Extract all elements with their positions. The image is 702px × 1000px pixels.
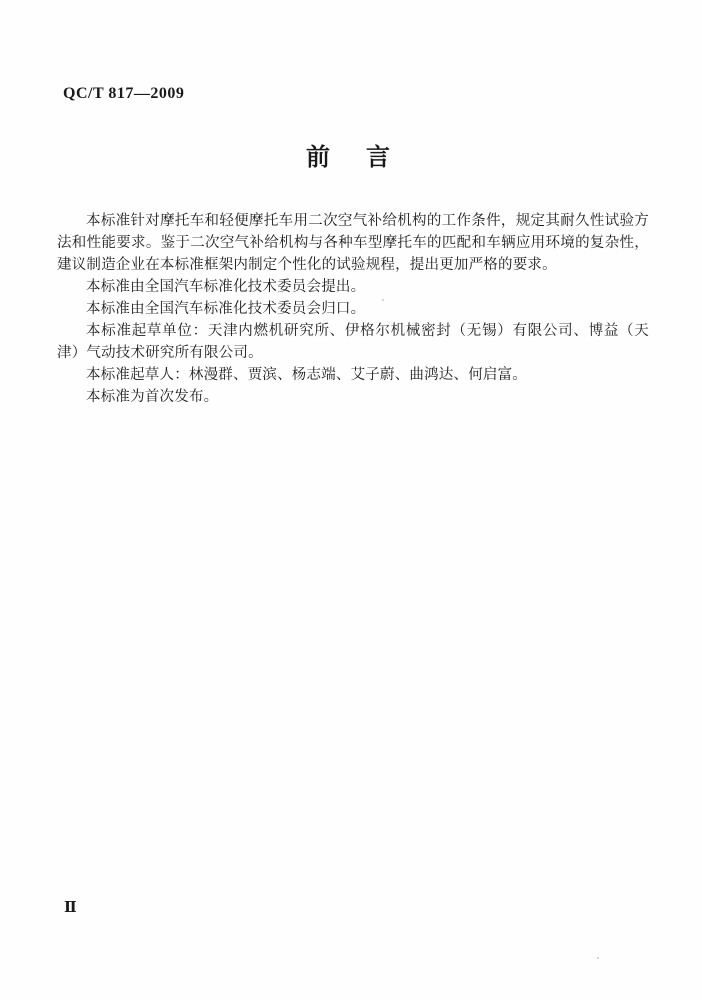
page-number: Ⅱ <box>64 900 77 916</box>
paragraph-centralized-by: 本标准由全国汽车标准化技术委员会归口。 <box>86 301 366 317</box>
paragraph-drafters: 本标准起草人：林漫群、贾滨、杨志端、艾子蔚、曲鸿达、何启富。 <box>86 367 527 383</box>
standard-code-header: QC/T 817—2009 <box>63 85 185 102</box>
paragraph-proposed-by: 本标准由全国汽车标准化技术委员会提出。 <box>86 279 366 295</box>
foreword-body <box>57 210 649 408</box>
scan-speck <box>382 299 384 301</box>
paragraph-drafting-organizations: 本标准起草单位：天津内燃机研究所、伊格尔机械密封（无锡）有限公司、博益（天津）气动技术研究所有限公司。 <box>57 323 649 361</box>
scan-speck <box>597 957 599 959</box>
paragraph-scope: 本标准针对摩托车和轻便摩托车用二次空气补给机构的工作条件，规定其耐久性试验方法和性能要求。鉴于二次空气补给机构与各种车型摩托车的匹配和车辆应用环境的复杂性，建议制造企业在本标准框架内制定个性化的试验规程，提出更加严格的要求。 <box>57 213 649 273</box>
paragraph-first-issue: 本标准为首次发布。 <box>86 389 219 405</box>
page-title: 前 言 <box>306 145 396 171</box>
